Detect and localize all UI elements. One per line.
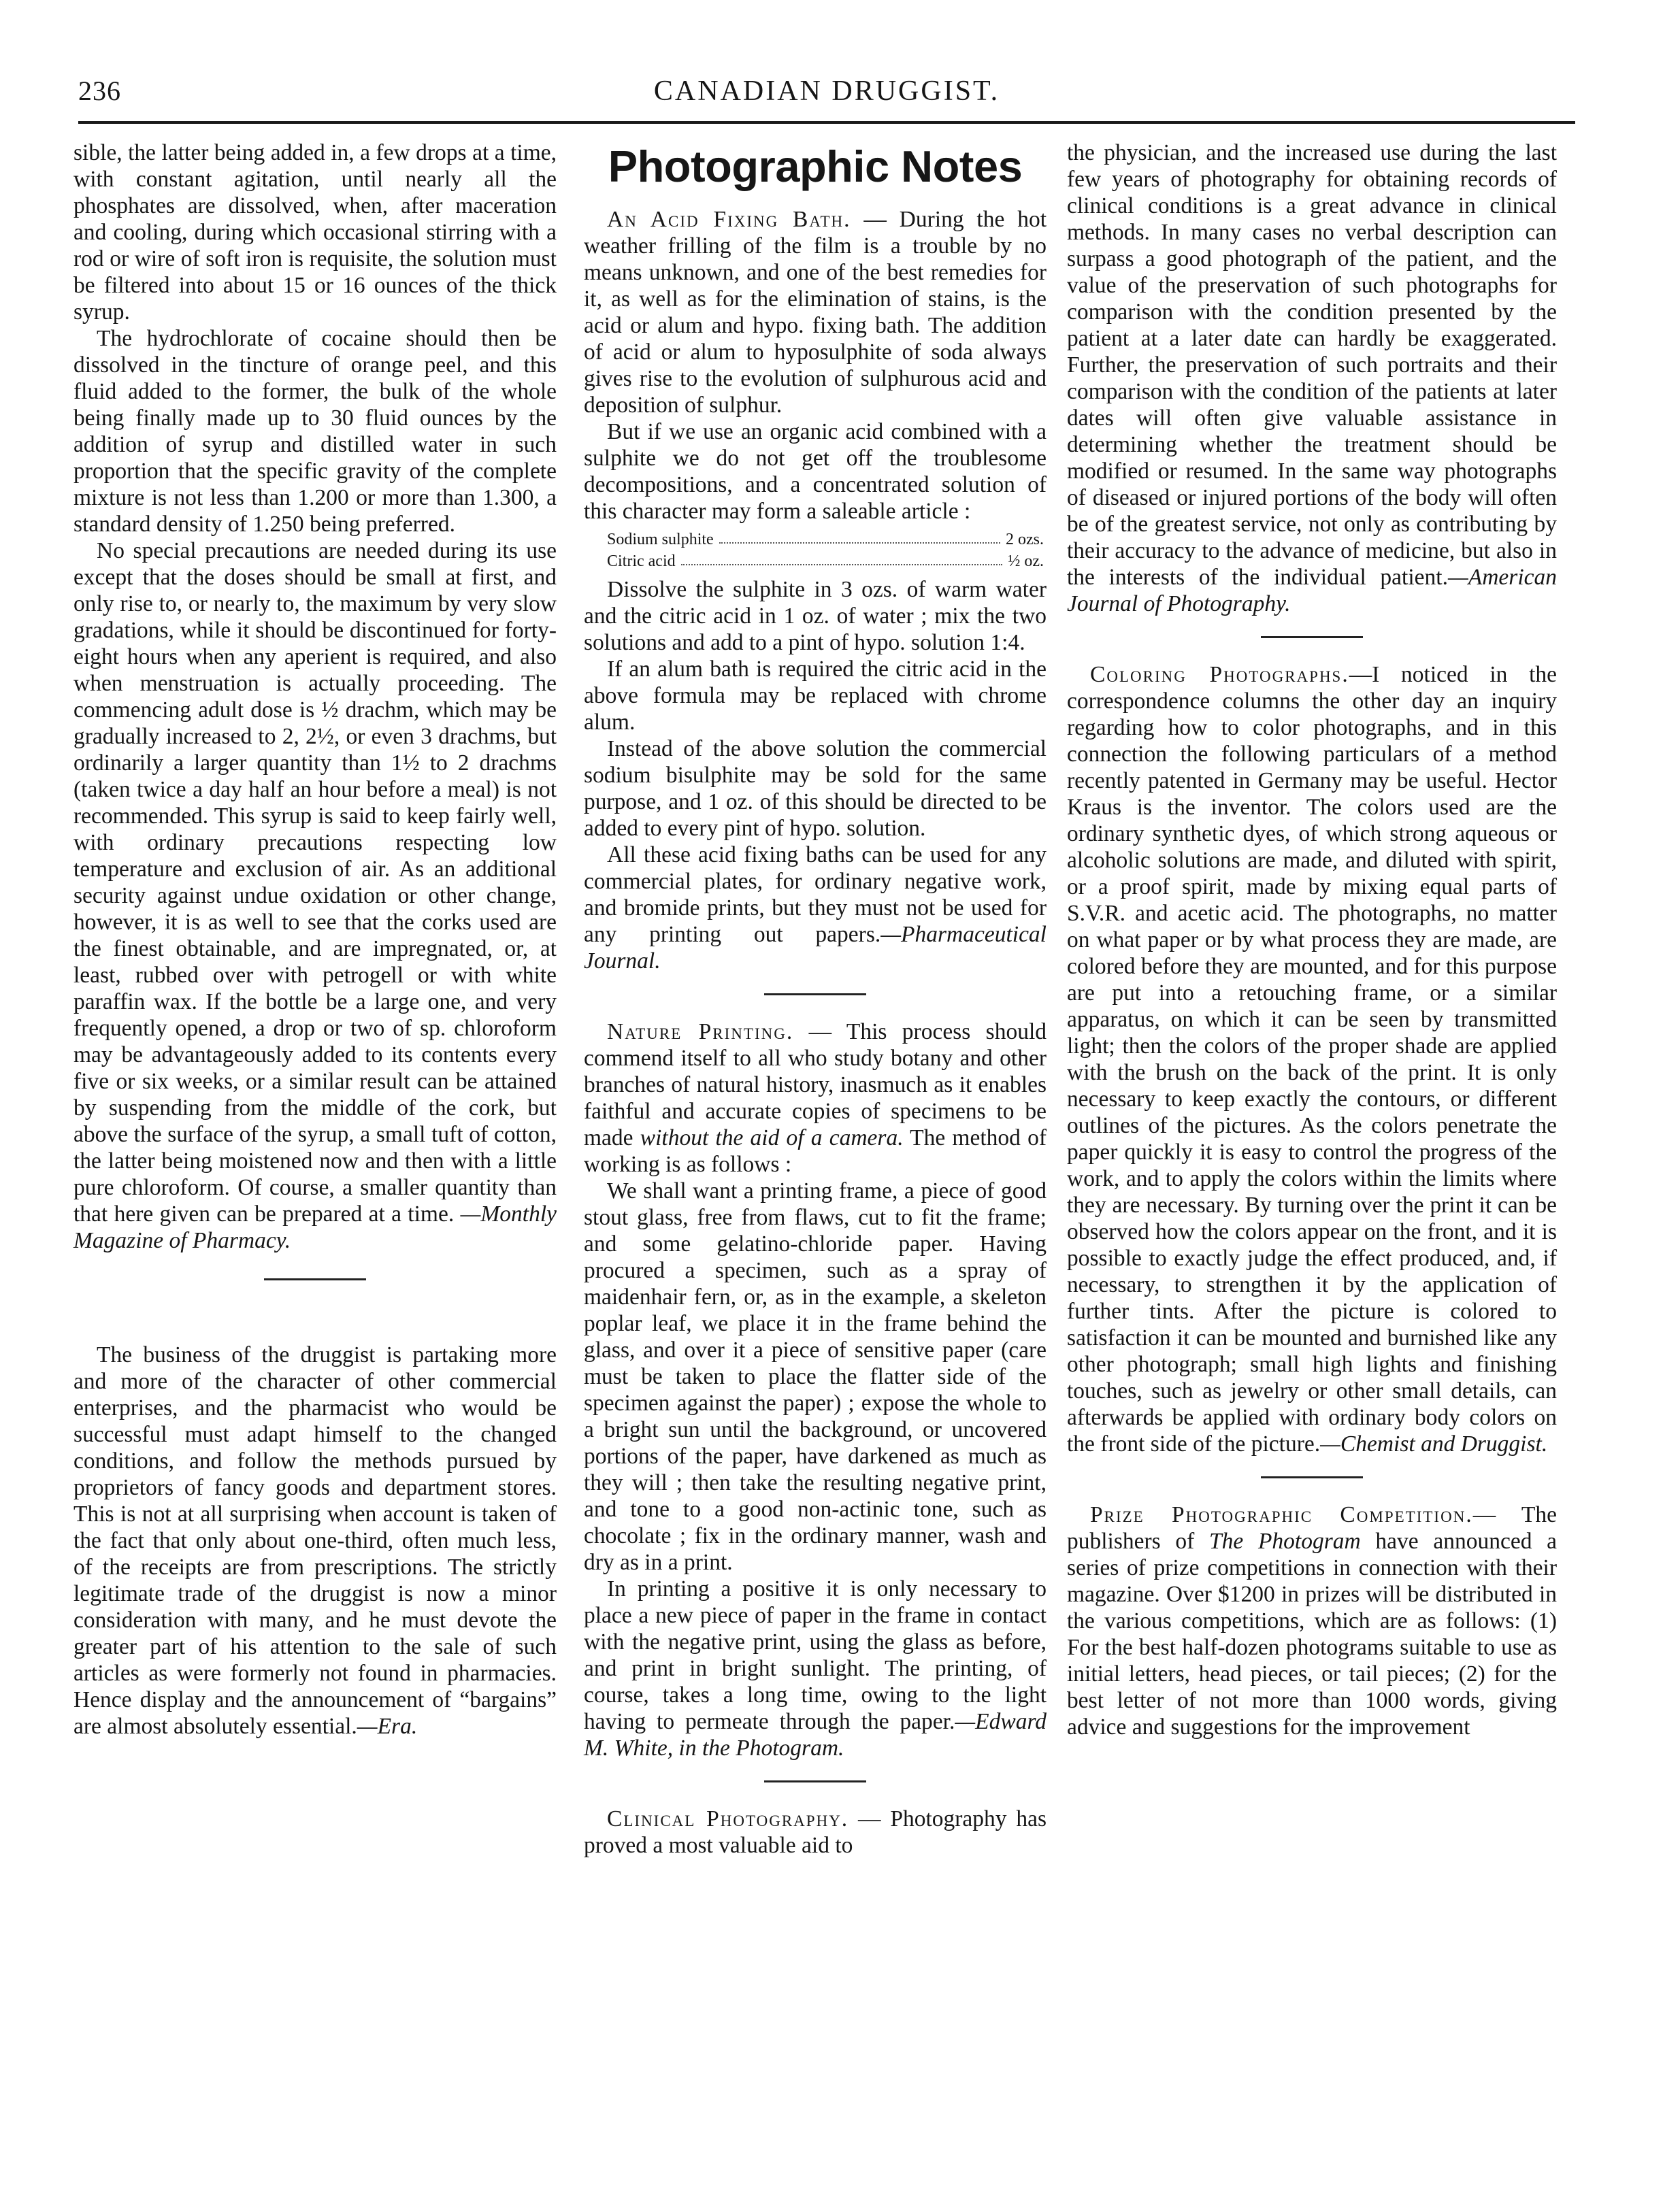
prize-competition-paragraph [1067,1501,1557,1740]
nature-printing-text-1a: — This process should commend itself to all who study botany and other branches of natural history, inasmuch as it enables faithful and accurate copies of specimens to be made [584,1019,1047,1150]
section-divider [264,1278,366,1280]
column-3 [1067,139,1557,1740]
nature-printing-text-3: In printing a positive it is only necessary to place a new piece of paper in the frame in contact with the negative print, using the glass as before, and print in bright sunlight. The printing, of course, takes a long time, owing to the light having to permeate through the paper. [584,1576,1047,1734]
column-1 [73,139,557,1740]
prize-competition-magazine: The Photogram [1209,1529,1361,1554]
formula-row [607,550,1047,572]
header-rule [78,121,1575,124]
coloring-photographs-paragraph [1067,661,1557,1457]
section-heading: Photographic Notes [608,142,1023,191]
column-2 [584,139,1047,1859]
leader-dots [719,529,1000,544]
prize-competition-text-b: have announced a series of prize competitions in connection with their magazine. Over $1200 in prizes will be distributed in the various competitions, which are as follows: (1) For the best half-dozen photograms suitable to use as initial letters, head pieces, or tail pieces; (2) for the best letter of not more than 1000 words, giving advice and suggestions for the improvement [1067,1529,1558,1740]
formula-row [607,529,1047,550]
acid-fixing-bath-paragraph-5: Instead of the above solution the commercial sodium bisulphite may be sold for the same purpose, and 1 oz. of this should be directed to be added to every pint of hypo. solution. [584,736,1047,841]
prize-competition-text-a: — The publishers of [1067,1502,1558,1554]
clinical-photography-title: Clinical Photography. [607,1806,849,1831]
acid-fixing-bath-paragraph-1 [584,206,1047,418]
acid-fixing-bath-paragraph-3: Dissolve the sulphite in 3 ozs. of warm water and the citric acid in 1 oz. of water ; mix the two solutions and add to a pint of hypo. solution 1:4. [584,577,1047,655]
coloring-photographs-title: Coloring Photographs. [1090,662,1349,687]
clinical-photography-text-2: the physician, and the increased use during the last few years of photography for obtaining records of clinical conditions is a great advance in clinical methods. In many cases no verbal description can surpass a good photograph of the patient, and the value of the preservation of such photographs for comparison with the condition presented by the patient at a later date can hardly be exaggerated. Further, the preservation of such portraits and their comparison with the condition of the patients at later dates will often give valuable assistance in determining whether the treatment should be modified or resumed. In the same way photographs of diseased or injured portions of the body will often be of the greatest service, not only as contributing by their accuracy to the advance of medicine, but also in the interests of the individual patient. [1067,140,1557,590]
acid-fixing-bath-paragraph-4: If an alum bath is required the citric acid in the above formula may be replaced with chrome alum. [584,657,1047,735]
druggist-business-paragraph [73,1342,557,1740]
clinical-photography-continued [1067,139,1557,617]
leader-dots [681,550,1003,565]
formula-ingredient: Citric acid [607,552,676,570]
section-divider [1261,636,1363,638]
section-divider [764,993,866,995]
acid-fixing-bath-text-6: All these acid fixing baths can be used for any commercial plates, for ordinary negative work, and bromide prints, but they must not be used for any printing out papers. [584,842,1047,947]
syrup-paragraph-2: The hydrochlorate of cocaine should then be dissolved in the tincture of orange peel, and this fluid added to the former, the bulk of the whole being finally made up to 30 fluid ounces by the addition of syrup and distilled water in such proportion that the specific gravity of the complete mixture is not less than 1.200 or more than 1.300, a standard density of 1.250 being preferred. [73,326,557,537]
nature-printing-paragraph-1 [584,1018,1047,1178]
nature-printing-paragraph-3 [584,1576,1047,1761]
syrup-paragraph-3-text: No special precautions are needed during its use except that the doses should be small at first, and only rise to, or nearly to, the maximum by very slow gradations, while it should be discontinued for forty-eight hours when any aperient is required, and also when menstruation is actually proceeding. The commencing adult dose is ½ drachm, which may be gradually increased to 2, 2½, or even 3 drachms, but ordinarily a larger quantity than 1½ to 2 drachms (taken twice a day half an hour before a meal) is not recommended. This syrup is said to keep fairly well, with ordinary precautions respecting low temperature and exclusion of air. As an additional security against undue oxidation or other change, however, it is as well to see that the corks used are the finest obtainable, and are impregnated, or, at least, rubbed over with petrogell or with white paraffin wax. If the bottle be a large one, and very frequently opened, a drop or two of sp. chloroform may be advantageously added to its contents every five or six weeks, or a similar result can be attained by suspending from the middle of the cork, but above the surface of the syrup, a small tuft of cotton, the latter being moistened now and then with a little pure chloroform. Of course, a smaller quantity than that here given can be prepared at a time. [73,538,557,1227]
page-number: 236 [78,76,121,106]
clinical-photography-text-1: — Photography has proved a most valuable aid to [584,1806,1047,1858]
acid-fixing-bath-paragraph-2: But if we use an organic acid combined with a sulphite we do not get off the troublesome decompositions, and a concentrated solution of this character may form a saleable article : [584,419,1047,524]
clinical-photography-source: —American Journal of Photography. [1067,565,1557,616]
syrup-paragraph-1: sible, the latter being added in, a few drops at a time, with constant agitation, until nearly all the phosphates are dissolved, when, after maceration and cooling, during which occasional stirring with a rod or wire of soft iron is requisite, the solution must be filtered into about 15 or 16 ounces of the thick syrup. [73,140,557,325]
syrup-source: —Monthly Magazine of Pharmacy. [73,1201,557,1253]
druggist-business-source: —Era. [357,1714,418,1739]
nature-printing-source: —Edward M. White, in the Photogram. [584,1709,1047,1761]
section-divider [1261,1476,1363,1478]
formula-quantity: ½ oz. [1008,552,1044,570]
formula-ingredient: Sodium sulphite [607,531,714,548]
clinical-photography-paragraph [584,1806,1047,1859]
acid-fixing-bath-text-1: — During the hot weather frilling of the film is a trouble by no means unknown, and one of the best remedies for it, as well as for the elimination of stains, is the acid or alum and hypo. fixing bath. The addition of acid or alum to hyposulphite of soda always gives rise to the evolution of sulphurous acid and deposition of sulphur. [584,207,1047,418]
formula-quantity: 2 ozs. [1006,531,1044,548]
formula-table [607,529,1047,572]
nature-printing-emphasis: without the aid of a camera. [640,1125,904,1150]
syrup-paragraph-3 [73,537,557,1254]
section-divider [764,1780,866,1782]
running-title: CANADIAN DRUGGIST. [653,76,1000,107]
prize-competition-title: Prize Photographic Competition. [1090,1502,1473,1527]
acid-fixing-bath-paragraph-6 [584,842,1047,974]
nature-printing-text-1b: The method of working is as follows : [584,1125,1047,1177]
page-header [78,75,1575,122]
druggist-business-text: The business of the druggist is partaking more and more of the character of other commercial enterprises, and the pharmacist who would be successful must adapt himself to the changed conditions, and follow the methods pursued by proprietors of fancy goods and department stores. This is not at all surprising when account is taken of the fact that only about one-third, often much less, of the receipts are from prescriptions. The strictly legitimate trade of the druggist is now a minor consideration with many, and he must devote the greater part of his attention to the sale of such articles as were formerly not found in pharmacies. Hence display and the announcement of “bargains” are almost absolutely essential. [73,1342,557,1739]
coloring-photographs-text: —I noticed in the correspondence columns the other day an inquiry regarding how to color photographs, and in this connection the following particulars of a method recently patented in Germany may be useful. Hector Kraus is the inventor. The colors used are the ordinary synthetic dyes, of which strong aqueous or alcoholic solutions are made, and diluted with spirit, or a proof spirit, made by mixing equal parts of S.V.R. and acetic acid. The photographs, no matter on what paper or by what process they are made, are colored before they are mounted, and for this purpose are put into a retouching frame, or a similar apparatus, on which it can be seen by transmitted light; then the colors of the proper shade are applied with the brush on the back of the print. It is only necessary to keep exactly the contours, or different outlines of the pictures. As the colors penetrate the paper quickly it is easy to control the progress of the work, and to apply the colors within the limits where they are necessary. By turning over the print it can be observed how the colors appear on the front, and it is possible to exactly judge the effect produced, and, if necessary, to strengthen it by the application of further tints. After the picture is colored to satisfaction it can be mounted and burnished like any other photograph; small high lights and finishing touches, such as jewelry or other small details, can afterwards be applied with ordinary body colors on the front side of the picture. [1067,662,1557,1457]
nature-printing-title: Nature Printing. [607,1019,794,1044]
acid-fixing-bath-title: An Acid Fixing Bath. [607,207,851,232]
nature-printing-paragraph-2: We shall want a printing frame, a piece of good stout glass, free from flaws, cut to fit the frame; and some gelatino-chloride paper. Having procured a specimen, such as a spray of maidenhair fern, or, as in the example, a skeleton poplar leaf, we place it in the frame behind the glass, and over it a piece of sensitive paper (care must be taken to place the flatter side of the specimen against the paper) ; expose the whole to a bright sun until the background, or uncovered portions of the paper, have darkened as much as they will ; then take the resulting negative print, and tone to a good non-actinic tone, such as chocolate ; fix in the ordinary manner, wash and dry as in a print. [584,1178,1047,1575]
acid-fixing-bath-source: —Pharmaceutical Journal. [584,922,1047,974]
coloring-photographs-source: —Chemist and Druggist. [1320,1431,1548,1457]
